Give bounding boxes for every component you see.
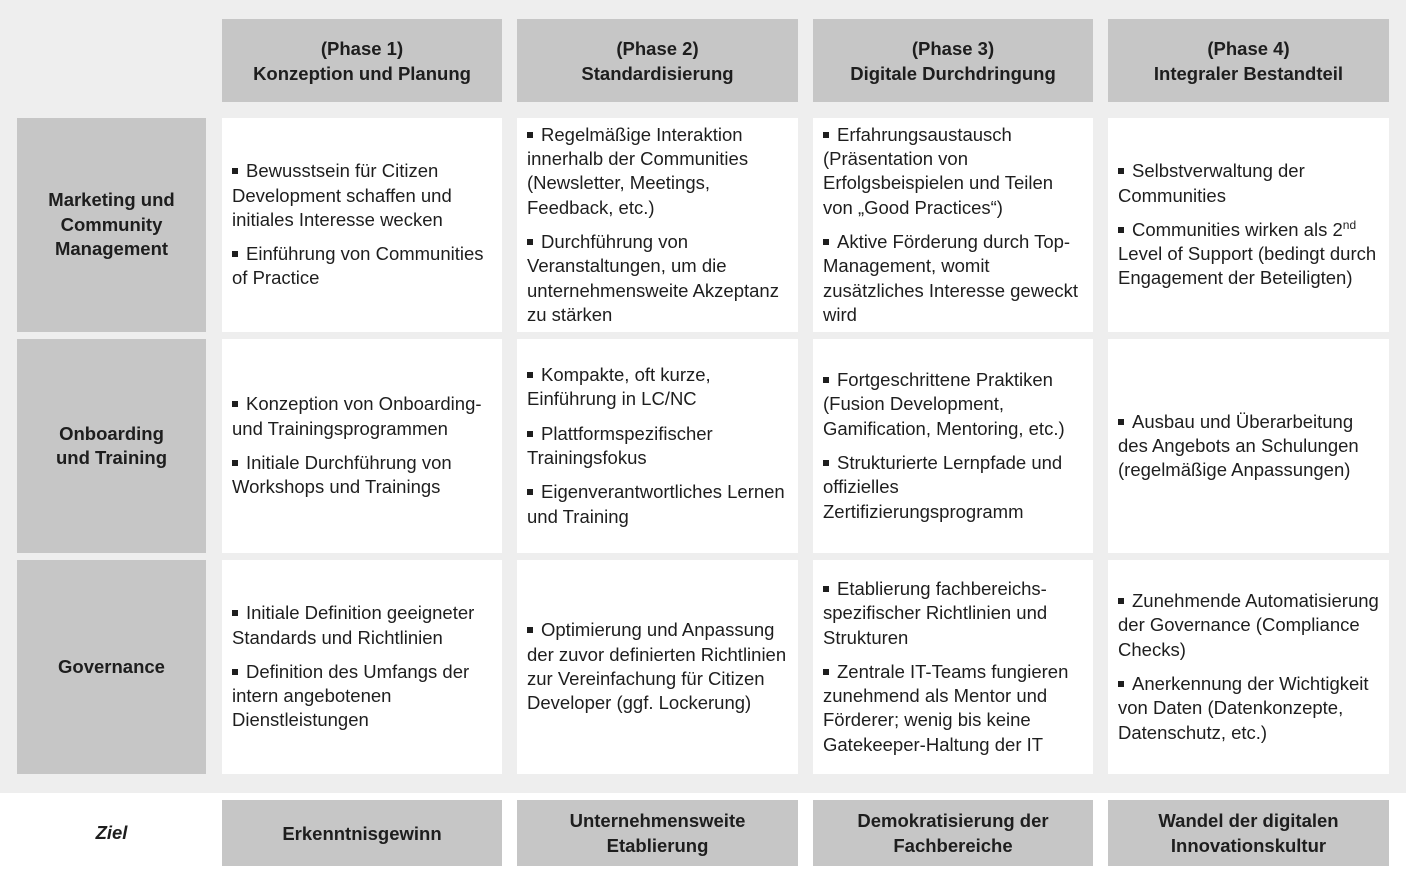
cell-marketing-phase-1 (222, 118, 502, 332)
row-label-onboarding (17, 339, 206, 553)
bullet-item: Aktive Förderung durch Top-Management, womit zusätzliches Interesse geweckt wird (823, 230, 1085, 327)
goal-phase-4 (1108, 800, 1389, 866)
cell-onboarding-phase-4 (1108, 339, 1389, 553)
phase-title: Standardisierung (581, 62, 734, 84)
bullet-item: Bewusstsein für Citizen Development schaffen und initiales Interesse wecken (232, 159, 494, 232)
cell-onboarding-phase-2 (517, 339, 798, 553)
cell-onboarding-phase-3 (813, 339, 1093, 553)
bullet-item: Anerkennung der Wichtigkeit von Daten (Datenkonzepte, Datenschutz, etc.) (1118, 672, 1381, 745)
goal-phase-3 (813, 800, 1093, 866)
bullet-item: Ausbau und Überarbeitung des Angebots an Schulungen (regelmäßige Anpassungen) (1118, 410, 1381, 483)
bullet-item: Durchführung von Veranstaltungen, um die unternehmensweite Akzeptanz zu stärken (527, 230, 790, 327)
bullet-item: Konzeption von Onboarding- und Trainingsprogrammen (232, 392, 494, 441)
bullet-item: Zunehmende Automatisierung der Governance (Compliance Checks) (1118, 589, 1381, 662)
goal-text-line: Innovationskultur (1170, 835, 1327, 856)
row-label-line: und Training (56, 447, 167, 468)
cell-marketing-phase-4 (1108, 118, 1389, 332)
bullet-item: Communities wirken als 2nd Level of Support (bedingt durch Engagement der Beteiligten) (1118, 218, 1381, 291)
row-label-marketing (17, 118, 206, 332)
phase-label: (Phase 4) (1207, 37, 1290, 59)
bullet-item: Eigenverantwortliches Lernen und Training (527, 480, 790, 529)
phase-label: (Phase 1) (320, 37, 404, 59)
goal-row-label: Ziel (95, 822, 128, 843)
bullet-item: Selbstverwaltung der Communities (1118, 159, 1381, 208)
phase-title: Integraler Bestandteil (1153, 62, 1344, 84)
phase-title: Konzeption und Planung (253, 62, 471, 84)
row-label-line: Onboarding (59, 422, 164, 444)
bullet-item: Zentrale IT-Teams fungieren zunehmend als Mentor und Förderer; wenig bis keine Gatekeeper-Haltung der IT (823, 660, 1085, 757)
cell-marketing-phase-3 (813, 118, 1093, 332)
goal-text-line: Etablierung (606, 835, 709, 856)
goal-text-line: Demokratisierung der (857, 810, 1049, 831)
goal-phase-2 (517, 800, 798, 866)
goal-text-line: Unternehmensweite (569, 810, 746, 831)
cell-governance-phase-3 (813, 560, 1093, 774)
cell-governance-phase-2 (517, 560, 798, 774)
bullet-item: Etablierung fachbereichs-spezifischer Richtlinien und Strukturen (823, 577, 1085, 650)
bullet-item: Regelmäßige Interaktion innerhalb der Communities (Newsletter, Meetings, Feedback, etc.) (527, 123, 790, 220)
phase-header-4 (1108, 19, 1389, 102)
bullet-item: Einführung von Communities of Practice (232, 242, 494, 291)
cell-onboarding-phase-1 (222, 339, 502, 553)
goal-phase-1 (222, 800, 502, 866)
bullet-item: Erfahrungsaustausch (Präsentation von Erfolgsbeispielen und Teilen von „Good Practices“) (823, 123, 1085, 220)
row-label-line: Community (60, 213, 163, 235)
phase-label: (Phase 2) (616, 37, 699, 59)
goal-text-line: Fachbereiche (893, 835, 1013, 856)
goal-text-line: Erkenntnisgewinn (282, 822, 442, 844)
bullet-item: Strukturierte Lernpfade und offizielles Zertifizierungsprogramm (823, 451, 1085, 524)
cell-governance-phase-4 (1108, 560, 1389, 774)
row-label-governance (17, 560, 206, 774)
row-label-line: Governance (58, 655, 165, 677)
bullet-item: Initiale Definition geeigneter Standards und Richtlinien (232, 601, 494, 650)
phase-title: Digitale Durchdringung (850, 62, 1056, 84)
bullet-item: Initiale Durchführung von Workshops und Trainings (232, 451, 494, 500)
bullet-item: Fortgeschrittene Praktiken (Fusion Development, Gamification, Mentoring, etc.) (823, 368, 1085, 441)
phase-header-2 (517, 19, 798, 102)
phase-header-1 (222, 19, 502, 102)
bullet-item: Optimierung und Anpassung der zuvor definierten Richtlinien zur Vereinfachung für Citizen Developer (ggf. Lockerung) (527, 618, 790, 715)
cell-governance-phase-1 (222, 560, 502, 774)
phase-label: (Phase 3) (911, 37, 995, 59)
phase-header-3 (813, 19, 1093, 102)
goal-text-line: Wandel der digitalen (1158, 810, 1339, 831)
row-label-line: Management (54, 238, 169, 260)
bullet-item: Definition des Umfangs der intern angebotenen Dienstleistungen (232, 660, 494, 733)
cell-marketing-phase-2 (517, 118, 798, 332)
bullet-item: Plattformspezifischer Trainingsfokus (527, 422, 790, 471)
bullet-item: Kompakte, oft kurze, Einführung in LC/NC (527, 363, 790, 412)
row-label-line: Marketing und (48, 189, 175, 211)
